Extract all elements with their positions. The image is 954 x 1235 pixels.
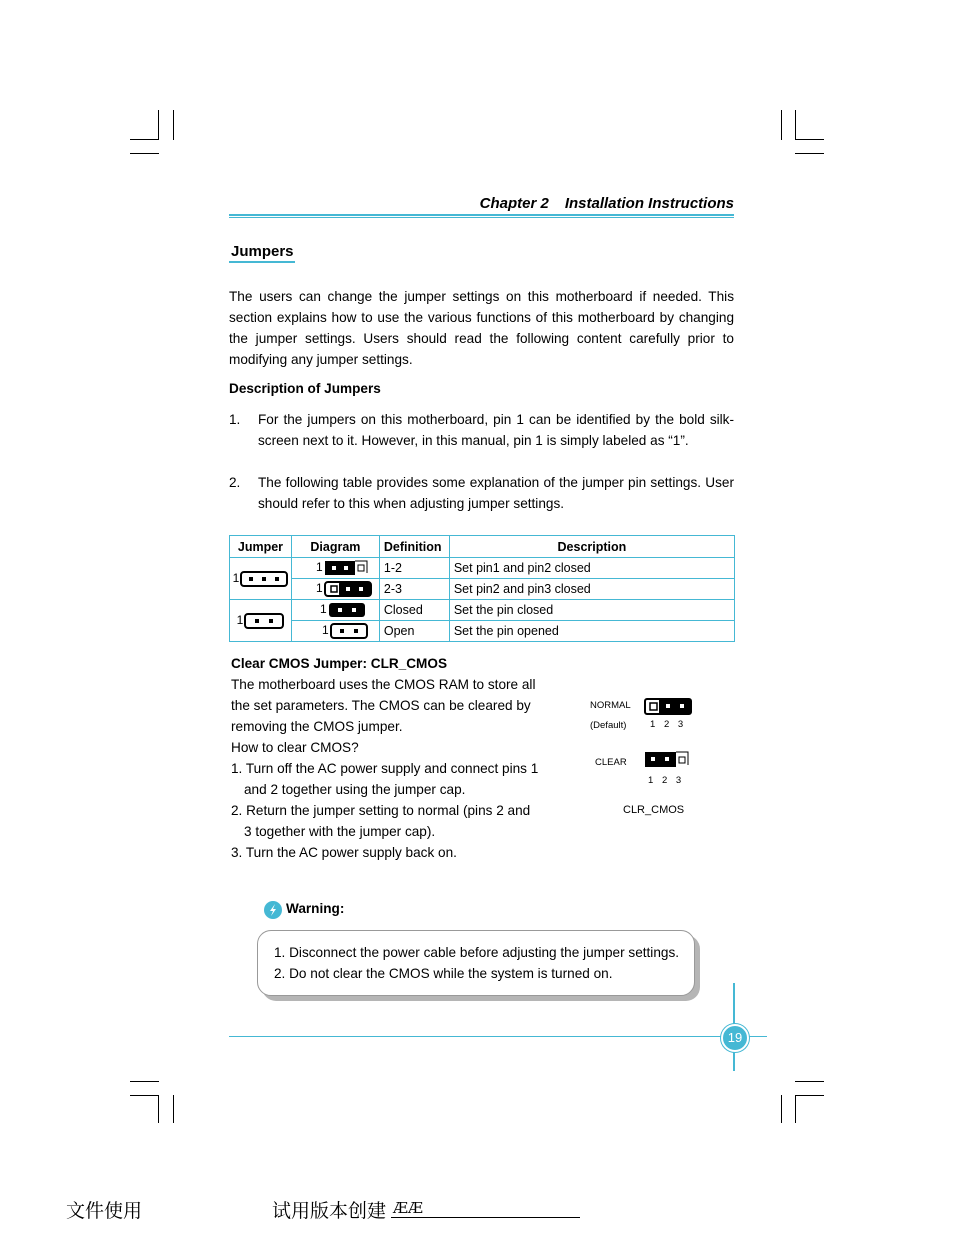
table-row [230,558,735,579]
pin-number: 2 [663,719,670,730]
cmos-line: and 2 together using the jumper cap. [244,782,466,797]
cmos-line: The motherboard uses the CMOS RAM to store all [231,677,536,692]
pin1-label: 1 [236,612,244,627]
table-row [230,579,735,600]
three-pin-jumper-icon [240,571,288,587]
chapter-title: Installation Instructions [564,195,734,212]
cmos-line: 1. Turn off the AC power supply and connect pins 1 [231,761,539,776]
crop-mark [158,1095,159,1123]
jumper-table [229,535,735,642]
list-number: 1. [229,412,241,427]
crop-mark [173,110,174,140]
watermark-left: 文件使用 [66,1200,143,1222]
crop-mark [795,139,824,140]
table-row [230,621,735,642]
default-label: (Default) [590,720,627,731]
warning-line: 2. Do not clear the CMOS while the system is turned on. [274,966,613,981]
column-header: Jumper [230,536,292,558]
jumper-cell [230,600,292,642]
cmos-heading: Clear CMOS Jumper: CLR_CMOS [231,656,448,671]
chapter-label: Chapter 2 [479,195,549,212]
clr-cmos-clear-jumper-icon [644,750,692,770]
description-cell: Set the pin closed [449,600,734,621]
pin-number: 3 [675,775,682,786]
diagram-cell [291,621,379,642]
diagram-cell [291,600,379,621]
crop-mark [795,153,824,154]
watermark-tail: ÆÆ [393,1199,424,1217]
cmos-line: 3 together with the jumper cap). [244,824,436,839]
jumper-1-2-icon [324,559,370,577]
intro-paragraph: The users can change the jumper settings on this motherboard if needed. This section explains how to use the various functions of this motherboard by changing the jumper settings. Users should read the following content carefully prior to modifying any jumper settings. [229,289,734,367]
crop-mark [173,1095,174,1123]
crop-mark [795,1095,824,1096]
crop-mark [795,110,796,140]
pin-number: 2 [661,775,668,786]
cmos-line: the set parameters. The CMOS can be cleared by [231,698,531,713]
definition-cell: Open [379,621,449,642]
list-item [229,409,734,451]
description-heading: Description of Jumpers [229,381,381,396]
pin1-label: 1 [232,570,240,585]
watermark-right: 试用版本创建 [272,1200,387,1222]
crop-mark [130,1095,159,1096]
list-number: 2. [229,475,241,490]
section-title: Jumpers [231,243,294,260]
pin-numbers [648,775,681,786]
pin-number: 1 [648,775,654,786]
crop-mark [795,1095,796,1123]
clr-cmos-name: CLR_CMOS [623,804,685,816]
clear-label: CLEAR [595,757,627,768]
column-header: Definition [379,536,449,558]
crop-mark [130,153,159,154]
pin1-label: 1 [321,623,329,638]
warning-text [274,942,679,984]
page-header [420,195,734,212]
description-cell: Set the pin opened [449,621,734,642]
table-row [230,600,735,621]
page-number: 19 [721,1024,749,1052]
diagram-cell [291,558,379,579]
list-text: For the jumpers on this motherboard, pin 1 can be identified by the bold silk-screen next to it. However, in this manual, pin 1 is simply labeled as “1”. [258,412,734,448]
cmos-line: 3. Turn the AC power supply back on. [231,845,457,860]
header-rule [229,217,734,218]
section-title-underline [229,261,295,263]
warning-line: 1. Disconnect the power cable before adjusting the jumper settings. [274,945,680,960]
description-cell: Set pin2 and pin3 closed [449,579,734,600]
pin-number: 1 [650,719,656,730]
jumper-open-icon [330,622,368,640]
watermark-underline [391,1217,580,1218]
crop-mark [795,1081,824,1082]
column-header: Diagram [291,536,379,558]
pin1-label: 1 [315,581,323,596]
list-text: The following table provides some explanation of the jumper pin settings. User should refer to this when adjusting jumper settings. [258,475,734,511]
clr-cmos-normal-jumper-icon [644,697,692,717]
definition-cell: 2-3 [379,579,449,600]
cmos-line: 2. Return the jumper setting to normal (pins 2 and [231,803,531,818]
crop-mark [781,1095,782,1123]
diagram-cell [291,579,379,600]
cmos-line: removing the CMOS jumper. [231,719,403,734]
column-header: Description [449,536,734,558]
warning-icon [263,900,283,920]
crop-mark [130,1081,159,1082]
definition-cell: Closed [379,600,449,621]
crop-mark [130,139,159,140]
pin-numbers [650,719,683,730]
jumper-2-3-icon [324,580,372,598]
description-cell: Set pin1 and pin2 closed [449,558,734,579]
jumper-cell [230,558,292,600]
jumper-closed-icon [328,601,366,619]
cmos-line: How to clear CMOS? [231,740,359,755]
warning-title: Warning: [286,901,345,916]
crop-mark [158,110,159,140]
crop-mark [781,110,782,140]
footer-rule [229,1036,767,1037]
normal-label: NORMAL [590,700,631,711]
pin1-label: 1 [315,560,323,575]
table-header-row [230,536,735,558]
cmos-text [231,674,571,863]
pin-number: 3 [677,719,684,730]
header-rule [229,214,734,216]
definition-cell: 1-2 [379,558,449,579]
two-pin-jumper-icon [244,613,284,629]
list-item [229,472,734,514]
pin1-label: 1 [319,602,327,617]
